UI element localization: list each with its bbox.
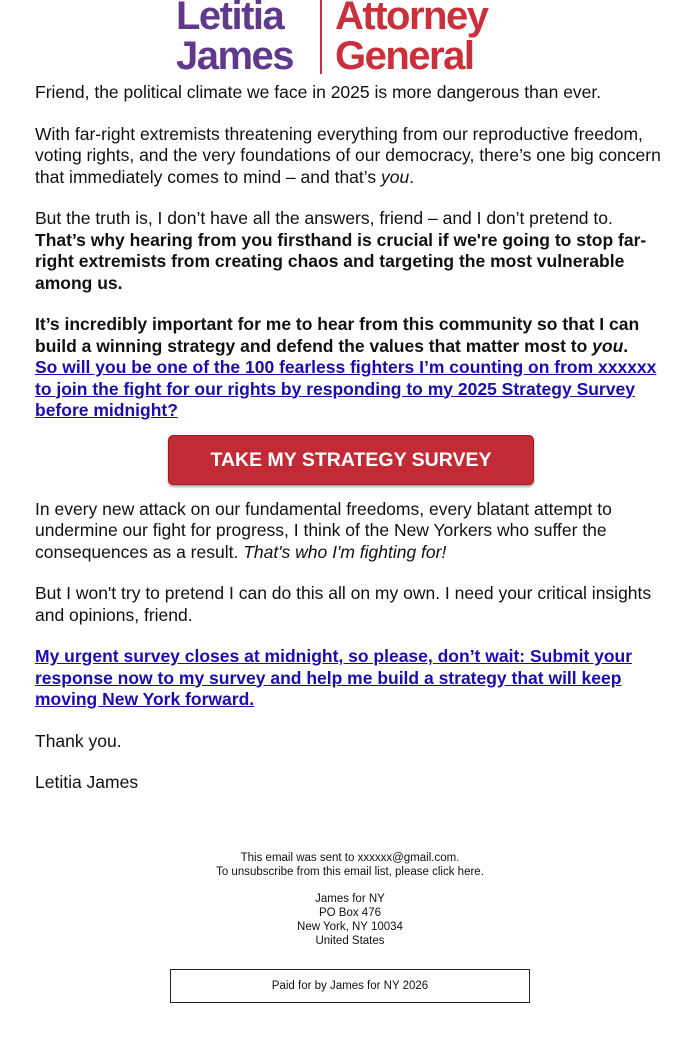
logo-name-line2: James (176, 34, 294, 78)
logo-divider (320, 0, 322, 74)
sent-to-line: This email was sent to xxxxxx@gmail.com. (240, 852, 460, 864)
logo-title-line1: Attorney (335, 0, 488, 38)
logo-name-line1: Letitia (176, 0, 284, 38)
paragraph-intro: Friend, the political climate we face in 2025 is more dangerous than ever. (35, 82, 602, 102)
logo-name (176, 0, 293, 76)
emphasis-fighting-for: That's who I'm fighting for! (243, 541, 447, 562)
unsubscribe-line: To unsubscribe from this email list, please click here. (216, 866, 484, 878)
paid-for-disclaimer: Paid for by James for NY 2026 (170, 969, 530, 1003)
signature: Letitia James (35, 772, 139, 792)
take-survey-button[interactable]: TAKE MY STRATEGY SURVEY (168, 435, 534, 485)
urgent-survey-link[interactable]: My urgent survey closes at midnight, so please, don’t wait: Submit your response now to my survey and help me build a strategy that will keep moving New York forward. (35, 646, 633, 709)
mailing-address (0, 892, 700, 948)
address-org: James for NY (315, 893, 385, 905)
address-city: New York, NY 10034 (297, 921, 403, 933)
cta-container (35, 435, 667, 485)
survey-link-fearless-fighters[interactable]: So will you be one of the 100 fearless fighters I’m counting on from xxxxxx to join the fight for our rights by responding to my 2025 Strategy Survey before midnight? (35, 357, 657, 420)
paragraph-community: It’s incredibly important for me to hear from this community so that I can build a winning strategy and defend the values that matter most to you. So will you be one of the 100 fearless fighters I’m counting on from xxxxxx to join the fight for our rights by responding to my 2025 Strategy Survey before midnight? (35, 314, 657, 420)
thank-you: Thank you. (35, 730, 122, 751)
email-footer (0, 851, 700, 948)
paragraph-attacks: In every new attack on our fundamental freedoms, every blatant attempt to undermine our fight for progress, I think of the New Yorkers who suffer the consequences as a result. That's who I'm fighting for! (35, 498, 612, 562)
paragraph-insights: But I won't try to pretend I can do this all on my own. I need your critical insights and opinions, friend. (35, 583, 652, 625)
emphasis-you-bold: you (592, 335, 624, 356)
recipient-email-link[interactable]: xxxxxx@gmail.com (357, 852, 457, 864)
logo-title (335, 0, 487, 76)
email-body (35, 82, 667, 814)
paragraph-urgent (35, 646, 667, 711)
address-country: United States (315, 935, 385, 947)
paragraph-answers: But the truth is, I don’t have all the answers, friend – and I don’t pretend to. That’s why hearing from you firsthand is crucial if we're going to stop far-right extremists from creating chaos and targeting the most vulnerable among us. (35, 208, 647, 293)
unsubscribe-link[interactable]: click here (432, 866, 481, 878)
bold-statement: That’s why hearing from you firsthand is crucial if we're going to stop far-right extremists from creating chaos and targeting the most vulnerable among us. (35, 229, 647, 293)
logo-title-line2: General (335, 34, 474, 78)
emphasis-you: you (380, 166, 410, 187)
address-po-box: PO Box 476 (318, 907, 381, 919)
campaign-logo (176, 0, 536, 76)
paragraph-threats: With far-right extremists threatening everything from our reproductive freedom, voting rights, and the very foundations of our democracy, there’s one big concern that immediately comes to mind – and that’s you. (35, 123, 661, 187)
